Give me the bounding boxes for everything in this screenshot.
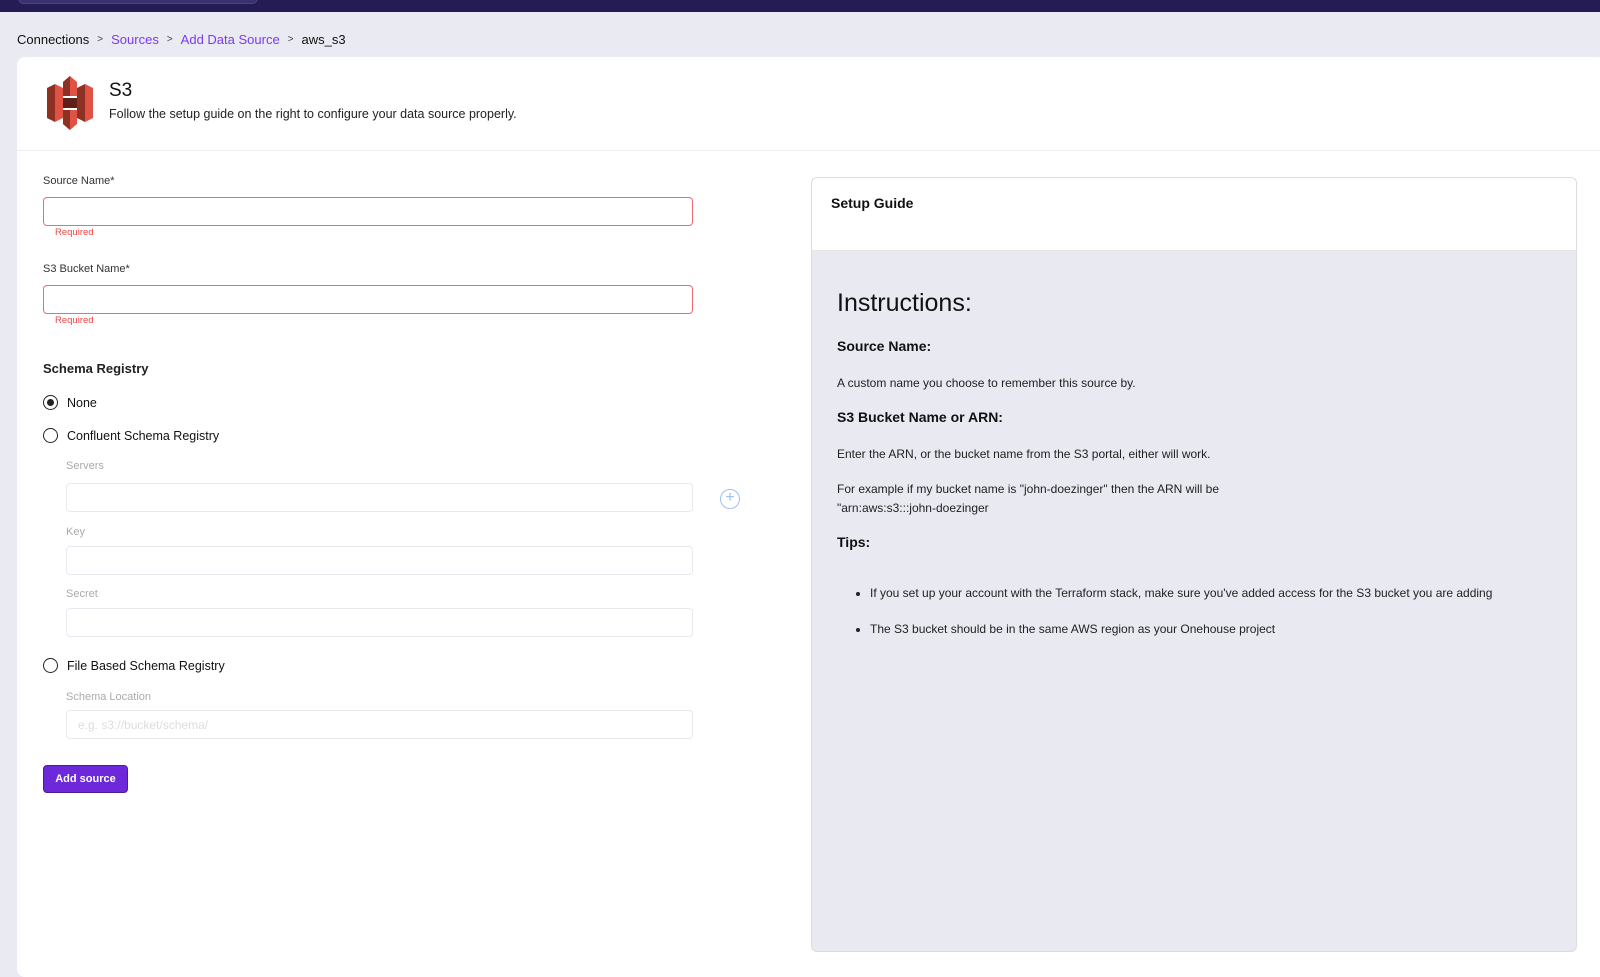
page-subtitle: Follow the setup guide on the right to configure your data source properly. — [109, 107, 517, 121]
breadcrumb-current: aws_s3 — [301, 32, 346, 47]
breadcrumb-connections[interactable]: Connections — [17, 32, 90, 47]
page-header — [17, 57, 1600, 151]
add-server-plus-icon[interactable]: + — [720, 489, 740, 509]
breadcrumb-separator: > — [97, 34, 104, 45]
breadcrumb-separator: > — [287, 34, 294, 45]
add-source-button[interactable]: Add source — [43, 765, 128, 793]
radio-selected-icon[interactable] — [43, 395, 58, 410]
radio-file-based[interactable] — [43, 658, 225, 673]
schema-location-label: Schema Location — [66, 691, 151, 703]
bucket-name-error: Required — [55, 315, 94, 326]
bucket-text: Enter the ARN, or the bucket name from the S3 portal, either will work. — [837, 447, 1211, 461]
secret-input[interactable] — [66, 608, 693, 637]
source-name-heading: Source Name: — [837, 338, 932, 354]
key-label: Key — [66, 526, 85, 538]
breadcrumb — [17, 32, 346, 47]
source-name-text: A custom name you choose to remember this source by. — [837, 376, 1136, 390]
bucket-example-text: For example if my bucket name is "john-doezinger" then the ARN will be "arn:aws:s3:::john-doezinger — [837, 482, 1220, 515]
servers-label: Servers — [66, 460, 104, 472]
secret-label: Secret — [66, 588, 98, 600]
tip-item: • The S3 bucket should be in the same AWS region as your Onehouse project — [870, 620, 1551, 639]
radio-none[interactable] — [43, 395, 97, 410]
setup-guide-body — [812, 251, 1576, 694]
source-name-label: Source Name* — [43, 175, 115, 187]
main-card — [17, 57, 1600, 977]
setup-guide-panel — [811, 177, 1577, 952]
aws-s3-logo-icon — [47, 76, 93, 130]
radio-confluent[interactable] — [43, 428, 219, 443]
instructions-heading: Instructions: — [837, 289, 972, 317]
source-name-error: Required — [55, 227, 94, 238]
bucket-name-input[interactable] — [43, 285, 693, 314]
tips-list — [870, 584, 1551, 639]
breadcrumb-sources[interactable]: Sources — [111, 32, 159, 47]
page-title: S3 — [109, 80, 133, 101]
radio-label: File Based Schema Registry — [67, 658, 225, 673]
tips-heading: Tips: — [837, 534, 871, 550]
breadcrumb-separator: > — [166, 34, 173, 45]
radio-label: Confluent Schema Registry — [67, 428, 220, 443]
schema-registry-heading: Schema Registry — [43, 361, 149, 376]
schema-location-input[interactable] — [66, 710, 693, 739]
servers-input[interactable] — [66, 483, 693, 512]
tip-item: • If you set up your account with the Terraform stack, make sure you've added access for the S3 bucket you are adding — [870, 584, 1551, 603]
bucket-heading: S3 Bucket Name or ARN: — [837, 409, 1003, 425]
bucket-name-label: S3 Bucket Name* — [43, 263, 130, 275]
global-search[interactable] — [18, 0, 258, 4]
top-nav-bar — [0, 0, 1600, 12]
radio-label: None — [67, 395, 97, 410]
radio-unselected-icon[interactable] — [43, 658, 58, 673]
key-input[interactable] — [66, 546, 693, 575]
setup-guide-title: Setup Guide — [812, 178, 1576, 251]
radio-unselected-icon[interactable] — [43, 428, 58, 443]
source-name-input[interactable] — [43, 197, 693, 226]
breadcrumb-add-data-source[interactable]: Add Data Source — [180, 32, 280, 47]
